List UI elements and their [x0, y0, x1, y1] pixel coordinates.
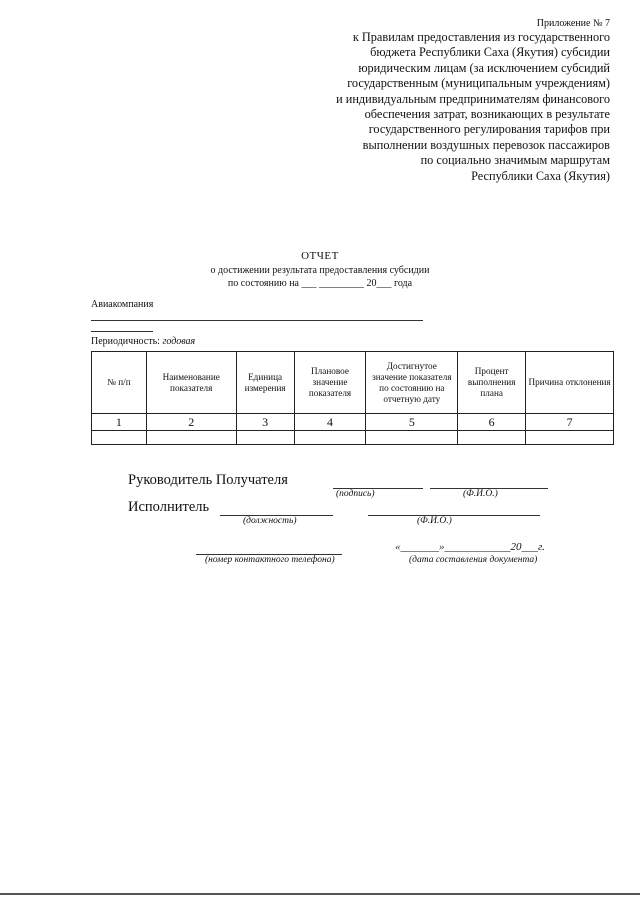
appendix-line: по социально значимым маршрутам [420, 153, 610, 168]
table-row [92, 431, 614, 445]
fio-line-2[interactable] [368, 515, 540, 516]
column-number: 4 [294, 414, 366, 431]
appendix-line: и индивидуальным предпринимателям финансового [336, 91, 610, 106]
column-number: 5 [366, 414, 458, 431]
page-bottom-edge [0, 893, 640, 895]
table-row [92, 414, 614, 431]
header-number: № п/п [92, 352, 147, 414]
header-reason: Причина отклонения [526, 352, 614, 414]
table-cell[interactable] [236, 431, 294, 445]
table-cell[interactable] [458, 431, 526, 445]
appendix-line: государственным (муниципальным учреждениям) [347, 76, 610, 91]
periodicity-label: Периодичность: [91, 336, 160, 347]
document-date: «_______»____________20___г. [395, 541, 545, 553]
table-cell[interactable] [366, 431, 458, 445]
header-percent: Процент выполнения плана [458, 352, 526, 414]
appendix-line: бюджета Республики Саха (Якутия) субсидии [370, 45, 610, 60]
header-indicator-name: Наименование показателя [146, 352, 236, 414]
fio-caption: (Ф.И.О.) [463, 489, 498, 499]
header-planned-value: Плановое значение показателя [294, 352, 366, 414]
appendix-line: Республики Саха (Якутия) [471, 168, 610, 183]
head-label: Руководитель Получателя [128, 472, 288, 488]
report-subtitle: о достижении результата предоставления субсидии [210, 265, 430, 276]
appendix-line: выполнении воздушных перевозок пассажиров [362, 137, 610, 152]
periodicity-value: годовая [162, 336, 196, 347]
appendix-text [310, 30, 610, 184]
column-number: 1 [92, 414, 147, 431]
column-number: 6 [458, 414, 526, 431]
table-cell[interactable] [146, 431, 236, 445]
airline-field-line[interactable] [91, 320, 423, 321]
divider-line [91, 331, 153, 332]
fio-caption-2: (Ф.И.О.) [417, 516, 452, 526]
appendix-line: к Правилам предоставления из государственного [352, 30, 610, 44]
signature-caption: (подпись) [336, 489, 375, 499]
doc-date-caption: (дата составления документа) [409, 555, 538, 565]
phone-caption: (номер контактного телефона) [205, 555, 335, 565]
report-table [91, 351, 614, 445]
periodicity [91, 336, 195, 347]
report-title: ОТЧЕТ [301, 250, 339, 262]
table-cell[interactable] [526, 431, 614, 445]
report-date-line: по состоянию на ___ _________ 20___ года [227, 278, 413, 289]
executor-label: Исполнитель [128, 499, 210, 515]
header-unit: Единица измерения [236, 352, 294, 414]
appendix-line: обеспечения затрат, возникающих в результате [364, 107, 610, 122]
position-caption: (должность) [243, 516, 297, 526]
header-achieved-value: Достигнутое значение показателя по состоянию на отчетную дату [366, 352, 458, 414]
table-cell[interactable] [294, 431, 366, 445]
column-number: 3 [236, 414, 294, 431]
airline-label: Авиакомпания [91, 299, 154, 310]
table-cell[interactable] [92, 431, 147, 445]
table-header-row [92, 352, 614, 414]
appendix-line: юридическим лицам (за исключением субсидий [358, 60, 610, 75]
column-number: 7 [526, 414, 614, 431]
appendix-label: Приложение № 7 [536, 18, 610, 29]
column-number: 2 [146, 414, 236, 431]
appendix-line: государственного регулирования тарифов при [368, 122, 610, 137]
